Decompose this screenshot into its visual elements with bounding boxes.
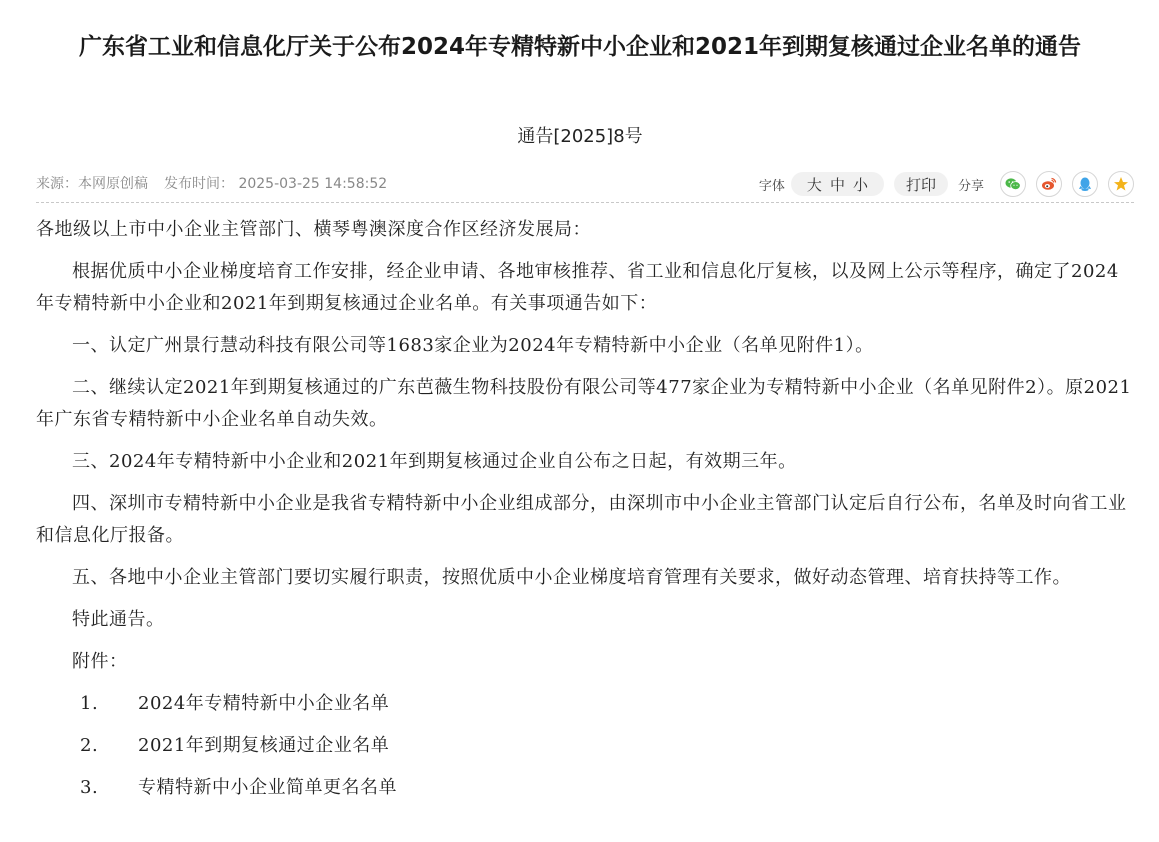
print-button[interactable] [894, 172, 948, 196]
meta-info [36, 174, 387, 194]
share-label: 分享 [957, 178, 984, 194]
attachments-heading: 附件： [72, 651, 128, 672]
document-number: 通告[2025]8号 [517, 126, 643, 147]
attachment-name: 2024年专精特新中小企业名单 [138, 693, 390, 714]
wechat-share-button[interactable] [1000, 171, 1026, 197]
weibo-icon [1041, 177, 1057, 191]
meta-tools [759, 170, 1134, 198]
item-two-paragraph: 二、继续认定2021年到期复核通过的广东芭薇生物科技股份有限公司等477家企业为专精特新中小企业（名单见附件2）。原2021年广东省专精特新中小企业名单自动失效。 [36, 377, 1132, 430]
attachment-link-2[interactable] [36, 730, 1136, 762]
closing-paragraph: 特此通告。 [72, 609, 165, 630]
attachment-number: 2. [80, 735, 99, 756]
wechat-icon [1005, 177, 1021, 191]
publish-time: 2025-03-25 14:58:52 [238, 176, 388, 192]
source-label: 来源：本网原创稿 [36, 176, 148, 192]
intro-paragraph: 根据优质中小企业梯度培育工作安排，经企业申请、各地审核推荐、省工业和信息化厅复核，以及网上公示等程序，确定了2024年专精特新中小企业和2021年到期复核通过企业名单。有关事项通告如下： [36, 261, 1119, 314]
star-icon [1113, 176, 1129, 192]
qq-penguin-icon [1078, 176, 1092, 192]
page-title: 广东省工业和信息化厅关于公布2024年专精特新中小企业和2021年到期复核通过企业名单的通告 [78, 34, 1082, 60]
salutation: 各地级以上市中小企业主管部门、横琴粤澳深度合作区经济发展局： [36, 219, 591, 240]
qq-share-button[interactable] [1072, 171, 1098, 197]
font-size-label: 字体 [758, 178, 785, 194]
font-size-small-button[interactable]: 小 [852, 175, 868, 194]
attachment-name: 专精特新中小企业简单更名名单 [138, 777, 397, 798]
article-body [36, 214, 1136, 814]
attachment-link-3[interactable] [36, 772, 1136, 804]
font-size-large-button[interactable]: 大 [806, 175, 822, 194]
font-size-medium-button[interactable]: 中 [829, 175, 845, 194]
item-one-paragraph: 一、认定广州景行慧动科技有限公司等1683家企业为2024年专精特新中小企业（名单见附件1）。 [72, 335, 874, 356]
meta-bar [36, 168, 1134, 203]
publish-label: 发布时间： [164, 176, 234, 192]
item-three-paragraph: 三、2024年专精特新中小企业和2021年到期复核通过企业自公布之日起，有效期三年。 [72, 451, 797, 472]
item-four-paragraph: 四、深圳市专精特新中小企业是我省专精特新中小企业组成部分，由深圳市中小企业主管部门认定后自行公布，名单及时向省工业和信息化厅报备。 [36, 493, 1127, 546]
attachment-number: 3. [80, 777, 99, 798]
attachment-link-1[interactable] [36, 688, 1136, 720]
attachment-name: 2021年到期复核通过企业名单 [138, 735, 390, 756]
qzone-share-button[interactable] [1108, 171, 1134, 197]
print-label: 打印 [905, 175, 936, 194]
font-size-switcher [791, 172, 884, 196]
weibo-share-button[interactable] [1036, 171, 1062, 197]
item-five-paragraph: 五、各地中小企业主管部门要切实履行职责，按照优质中小企业梯度培育管理有关要求，做好动态管理、培育扶持等工作。 [72, 567, 1071, 588]
attachment-number: 1. [80, 693, 99, 714]
